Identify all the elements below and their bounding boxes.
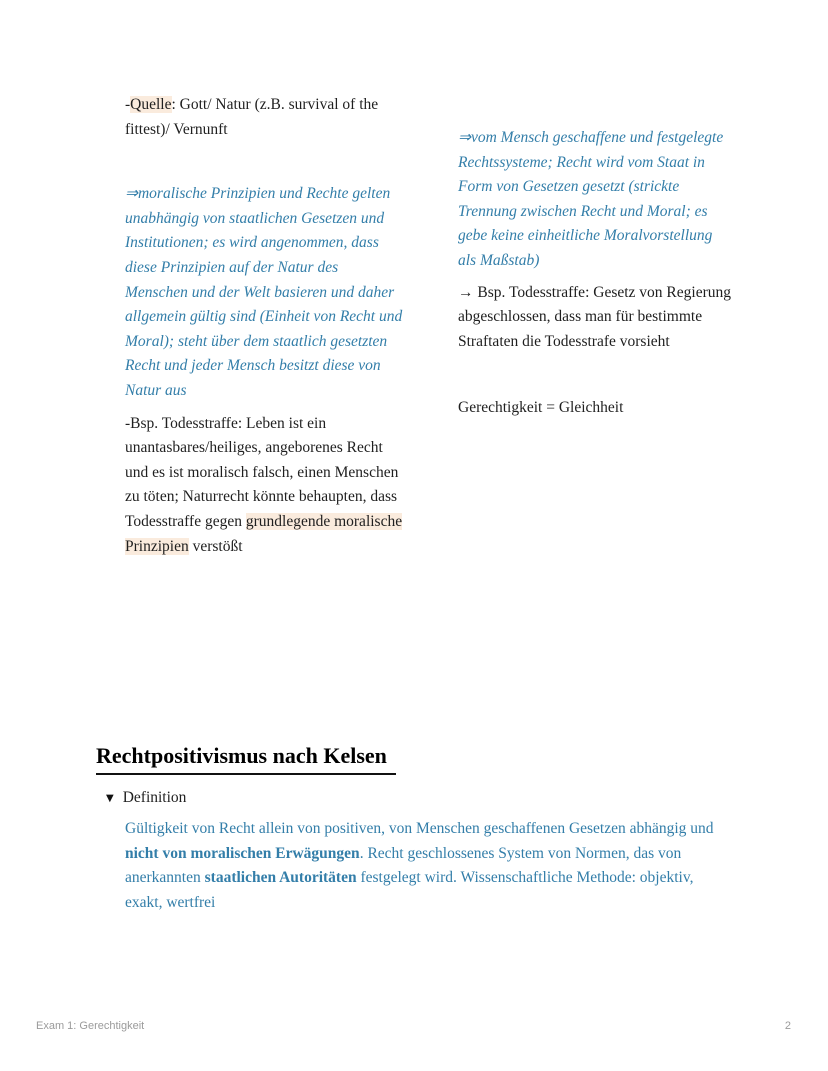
text-segment: Gültigkeit von Recht allein von positiven, von Menschen geschaffenen Gesetzen abhängig und	[125, 820, 714, 837]
text-segment: verstößt	[188, 537, 243, 555]
column-right	[458, 93, 731, 421]
naturrecht-example-paragraph	[125, 412, 404, 560]
section-heading-text: Rechtpositivismus nach Kelsen	[96, 741, 396, 775]
positivism-principle-paragraph: ⇒vom Mensch geschaffene und festgelegte Rechtssysteme; Recht wird vom Staat in Form von Gesetzen gesetzt (strickte Trennung zwischen Recht und Moral; es gebe keine einheitliche Moralvorstellung als Maßstab)	[458, 129, 724, 269]
text-segment: : Gott/ Natur (z.B. survival of the fittest)/ Vernunft	[125, 96, 379, 138]
naturrecht-principle-paragraph: ⇒moralische Prinzipien und Rechte gelten unabhängig von staatlichen Gesetzen und Institutionen; es wird angenommen, dass diese Prinzipien auf der Natur des Menschen und der Welt basieren und daher allgemein gültig sind (Einheit von Recht und Moral); steht über dem staatlich gesetzten Recht und jeder Mensch besitzt diese von Natur aus	[125, 185, 403, 399]
bold-text: staatlichen Autoritäten	[204, 869, 357, 887]
positivism-example-paragraph: → Bsp. Todesstraffe: Gesetz von Regierung abgeschlossen, dass man für bestimmte Straftaten die Todesstrafe vorsieht	[458, 283, 731, 350]
footer-document-title: Exam 1: Gerechtigkeit	[36, 1020, 145, 1032]
toggle-triangle-icon: ▼	[106, 793, 114, 804]
text-segment: . Recht geschlossenes System von Normen, das von anerkannten	[125, 844, 682, 887]
equality-line: Gerechtigkeit = Gleichheit	[458, 399, 624, 417]
highlighted-text: Quelle	[130, 96, 172, 113]
column-left	[125, 93, 404, 559]
quelle-paragraph	[125, 93, 404, 142]
definition-paragraph	[125, 817, 723, 916]
highlighted-text: grundlegende moralische Prinzipien	[125, 512, 403, 555]
definition-toggle	[106, 789, 186, 807]
footer-page-number: 2	[784, 1020, 791, 1032]
bold-text: nicht von moralischen Erwägungen	[125, 844, 360, 862]
text-segment: festgelegt wird. Wissenschaftliche Methode: objektiv, exakt, wertfrei	[125, 869, 694, 912]
text-segment: -	[125, 96, 131, 113]
section-heading	[96, 741, 396, 775]
text-segment: -Bsp. Todesstraffe: Leben ist ein unantasbares/heiliges, angeborenes Recht und es ist moralisch falsch, einen Menschen zu töten; Naturrecht könnte behaupten, dass Todesstraffe gegen	[125, 414, 399, 530]
definition-toggle-label: Definition	[122, 789, 187, 806]
